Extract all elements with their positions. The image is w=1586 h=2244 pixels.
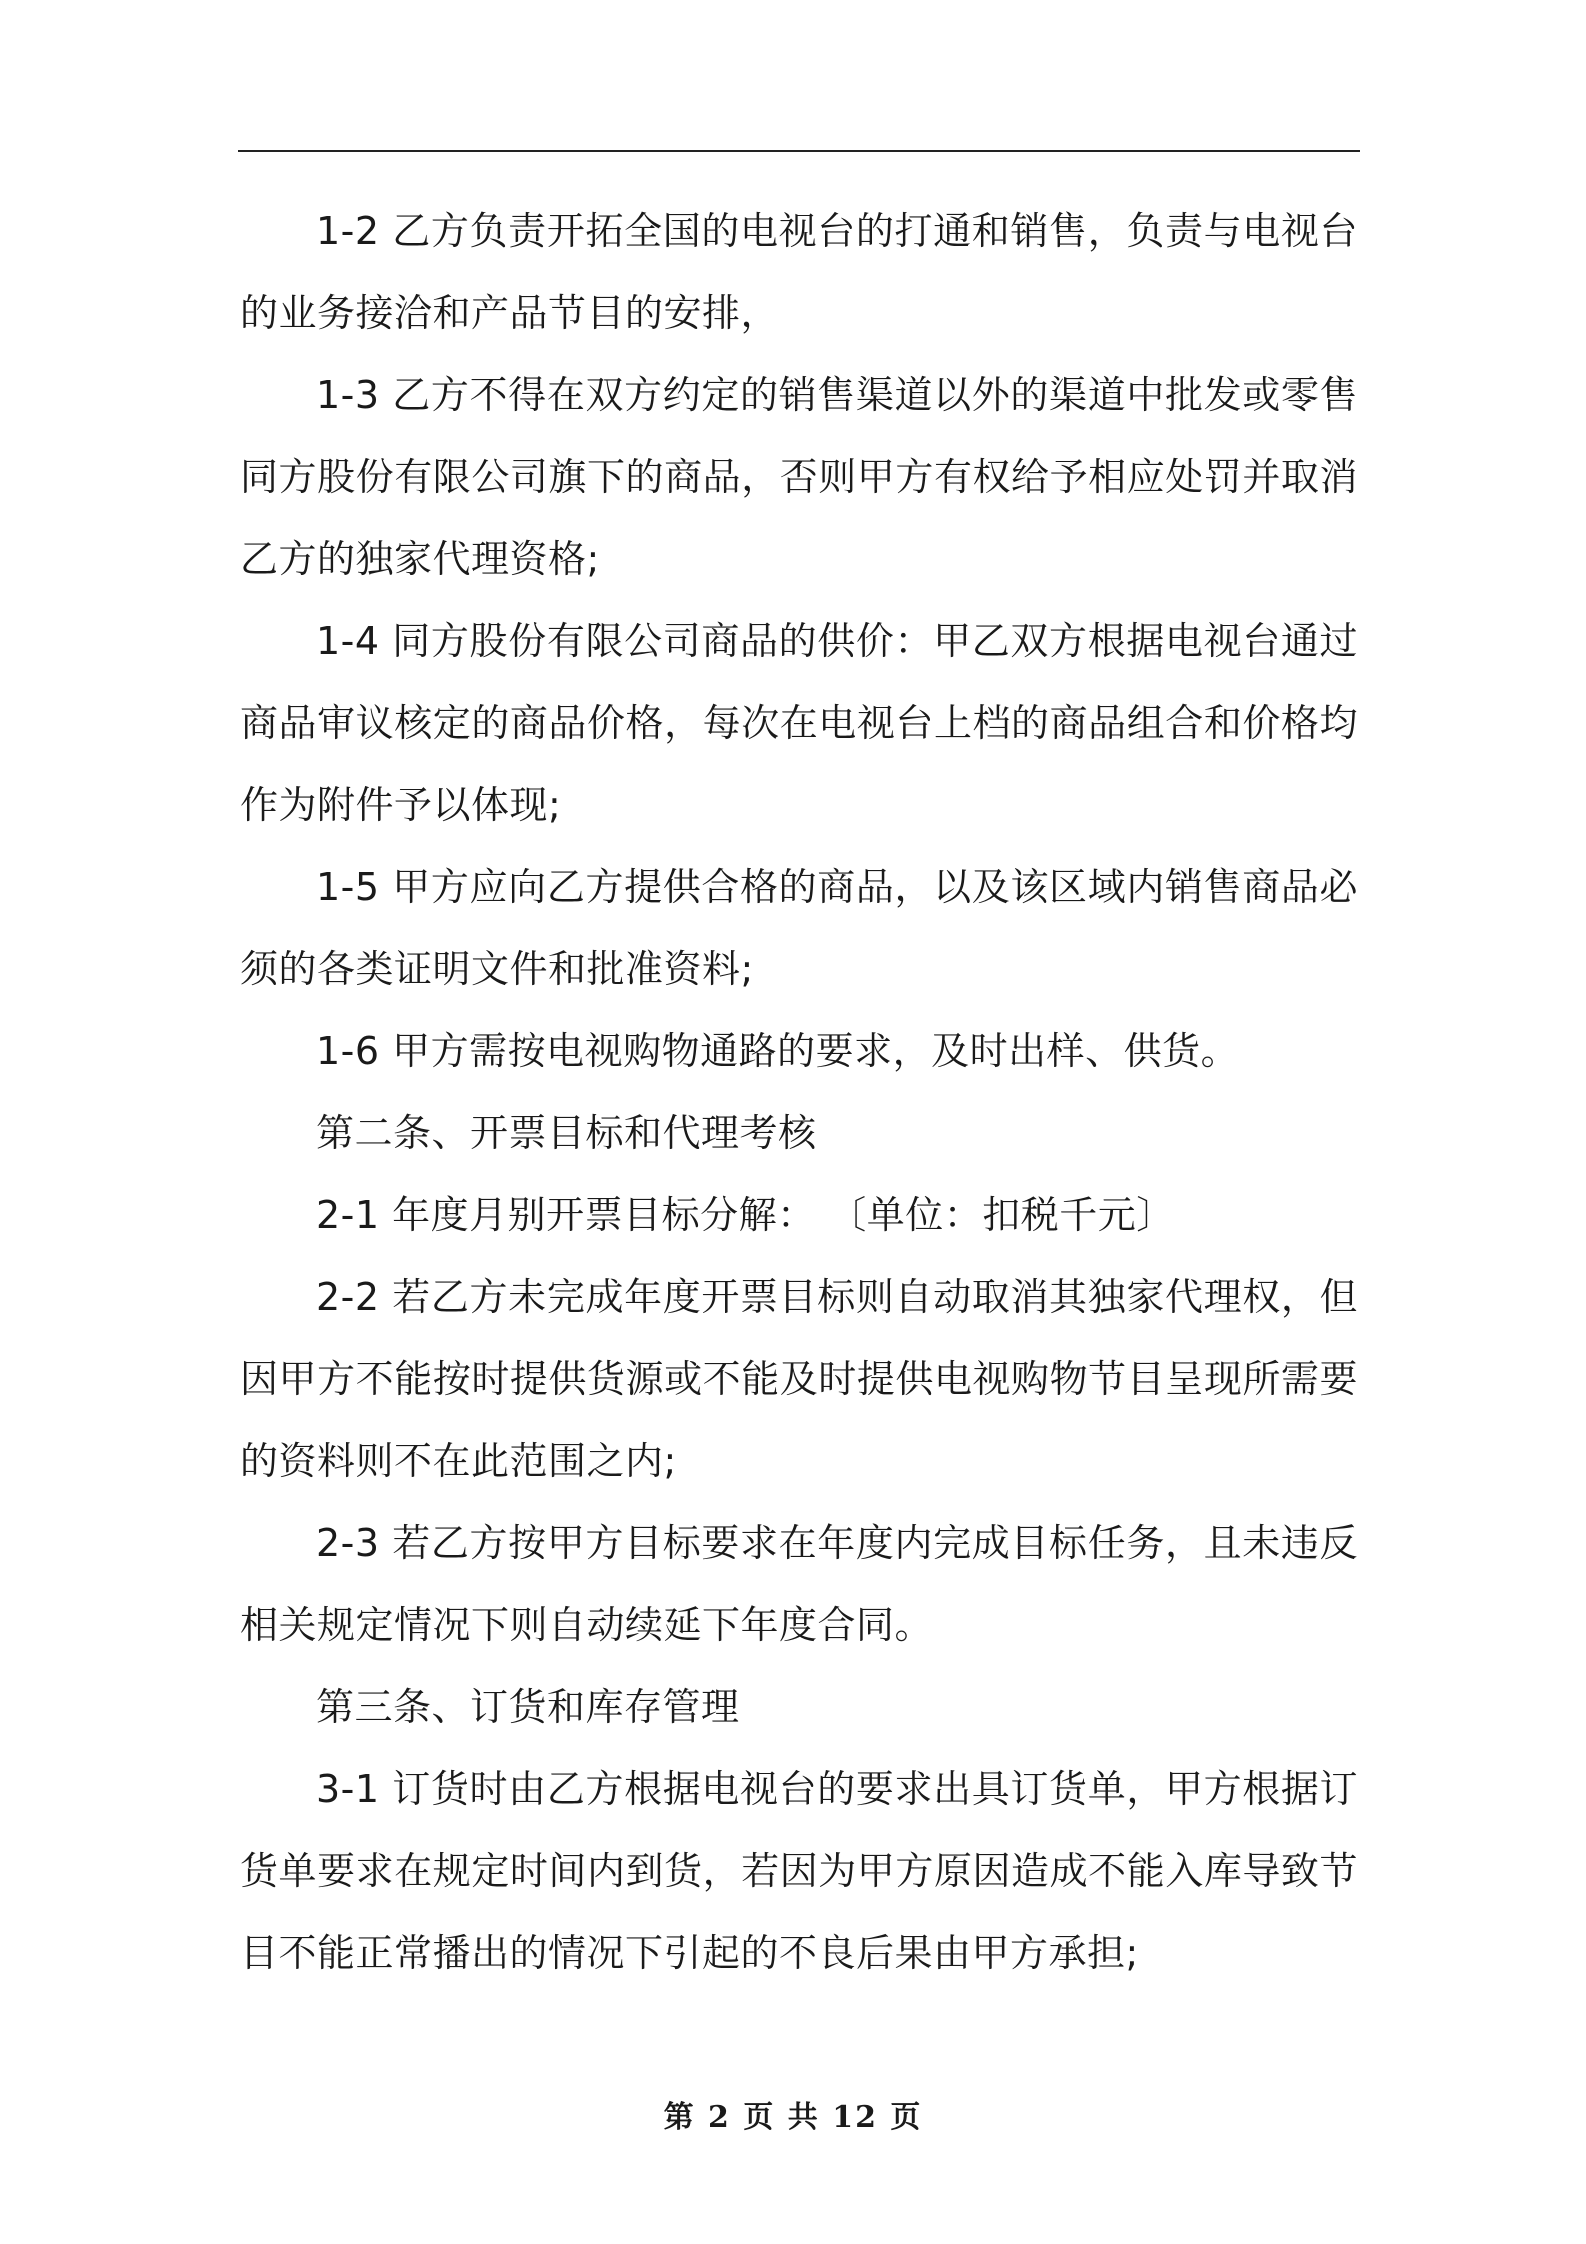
clause-2-1: 2-1 年度月别开票目标分解： 〔单位：扣税千元〕 (316, 1193, 1175, 1237)
document-body (240, 190, 1358, 1994)
clause-1-5: 1-5 甲方应向乙方提供合格的商品，以及该区域内销售商品必须的各类证明文件和批准资料; (240, 865, 1358, 991)
page-number-footer: 第 2 页 共 12 页 (663, 2100, 923, 2135)
clause-2-3: 2-3 若乙方按甲方目标要求在年度内完成目标任务，且未违反相关规定情况下则自动续延下年度合同。 (240, 1521, 1358, 1647)
clause-1-4: 1-4 同方股份有限公司商品的供价：甲乙双方根据电视台通过商品审议核定的商品价格，每次在电视台上档的商品组合和价格均作为附件予以体现; (240, 619, 1358, 827)
clause-1-3: 1-3 乙方不得在双方约定的销售渠道以外的渠道中批发或零售同方股份有限公司旗下的商品，否则甲方有权给予相应处罚并取消乙方的独家代理资格; (240, 373, 1358, 581)
clause-3-1: 3-1 订货时由乙方根据电视台的要求出具订货单，甲方根据订货单要求在规定时间内到货，若因为甲方原因造成不能入库导致节目不能正常播出的情况下引起的不良后果由甲方承担; (240, 1767, 1358, 1975)
clause-1-6: 1-6 甲方需按电视购物通路的要求，及时出样、供货。 (316, 1029, 1240, 1073)
clause-1-2: 1-2 乙方负责开拓全国的电视台的打通和销售，负责与电视台的业务接洽和产品节目的安排， (240, 209, 1358, 335)
section-heading-3: 第三条、订货和库存管理 (316, 1685, 740, 1729)
clause-2-2: 2-2 若乙方未完成年度开票目标则自动取消其独家代理权，但因甲方不能按时提供货源或不能及时提供电视购物节目呈现所需要的资料则不在此范围之内; (240, 1275, 1358, 1483)
section-heading-2: 第二条、开票目标和代理考核 (316, 1111, 817, 1155)
header-rule (238, 150, 1360, 152)
